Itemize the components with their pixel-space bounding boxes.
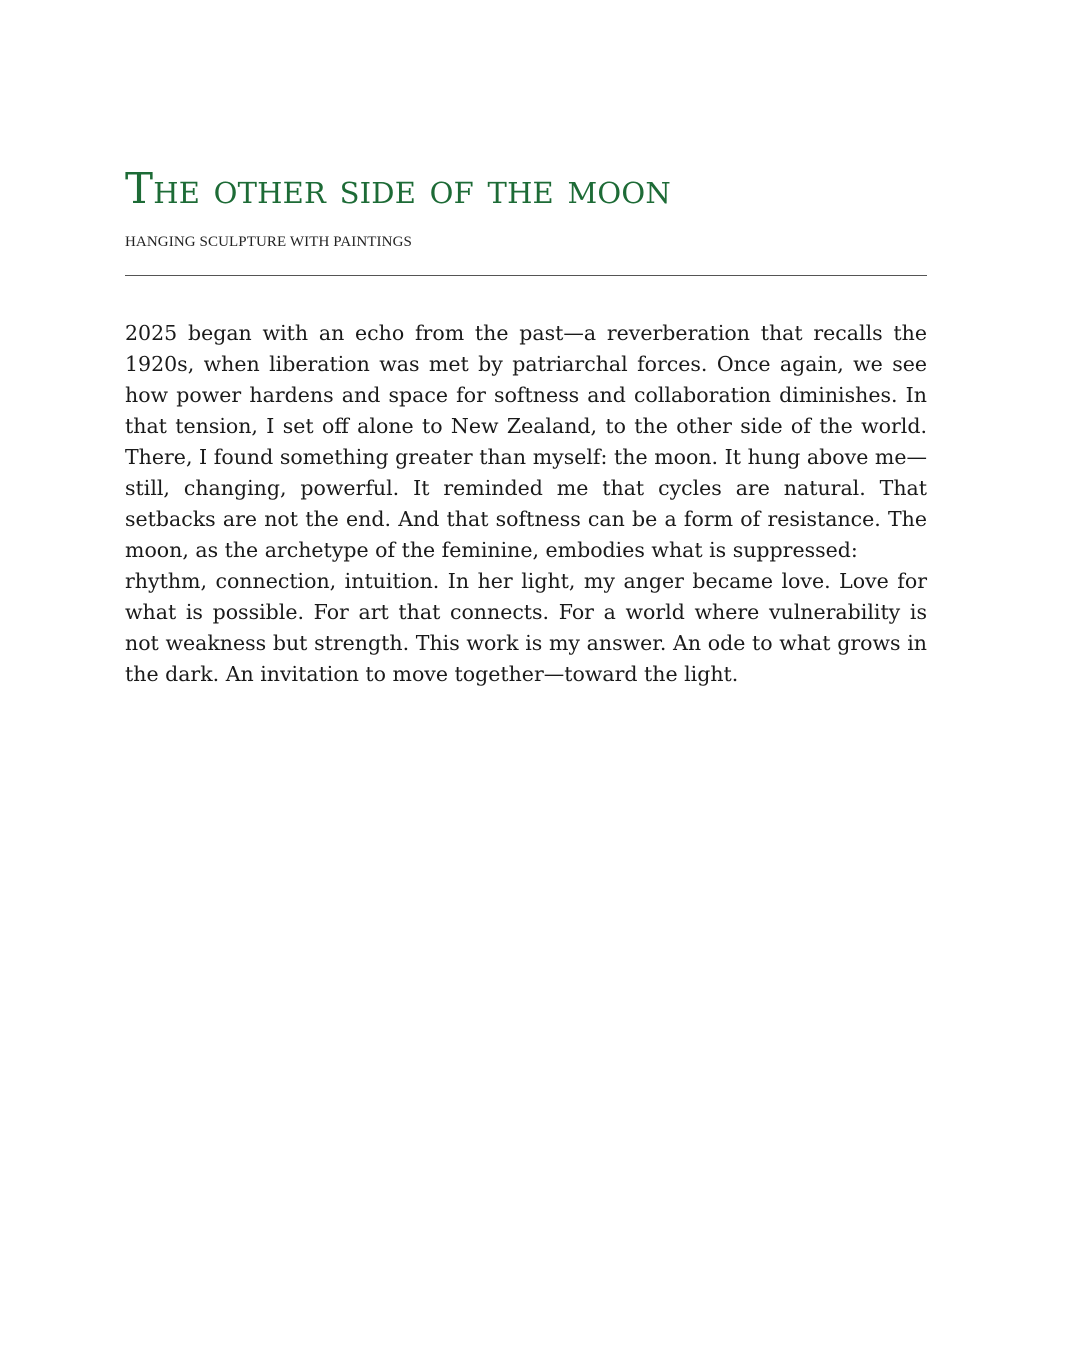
body-paragraph: rhythm, connection, intuition. In her light, my anger became love. Love for what is possible. For art that connects. For a world where vulnerability is not weakness but strength. This work is my answer. An ode to what grows in the dark. An invitation to move together—toward the light. [125, 569, 927, 686]
divider [125, 275, 927, 276]
page-subtitle: HANGING SCULPTURE WITH PAINTINGS [125, 234, 412, 250]
body-paragraph: 2025 began with an echo from the past—a reverberation that recalls the 1920s, when liberation was met by patriarchal forces. Once again, we see how power hardens and space for softness and collaboration diminishes. In that tension, I set off alone to New Zealand, to the other side of the world. There, I found something greater than myself: the moon. It hung above me—still, changing, powerful. It reminded me that cycles are natural. That setbacks are not the end. And that softness can be a form of resistance. The moon, as the archetype of the feminine, embodies what is suppressed: [125, 321, 927, 562]
page-title: The other side of the moon [125, 164, 671, 213]
body-text [125, 318, 927, 690]
